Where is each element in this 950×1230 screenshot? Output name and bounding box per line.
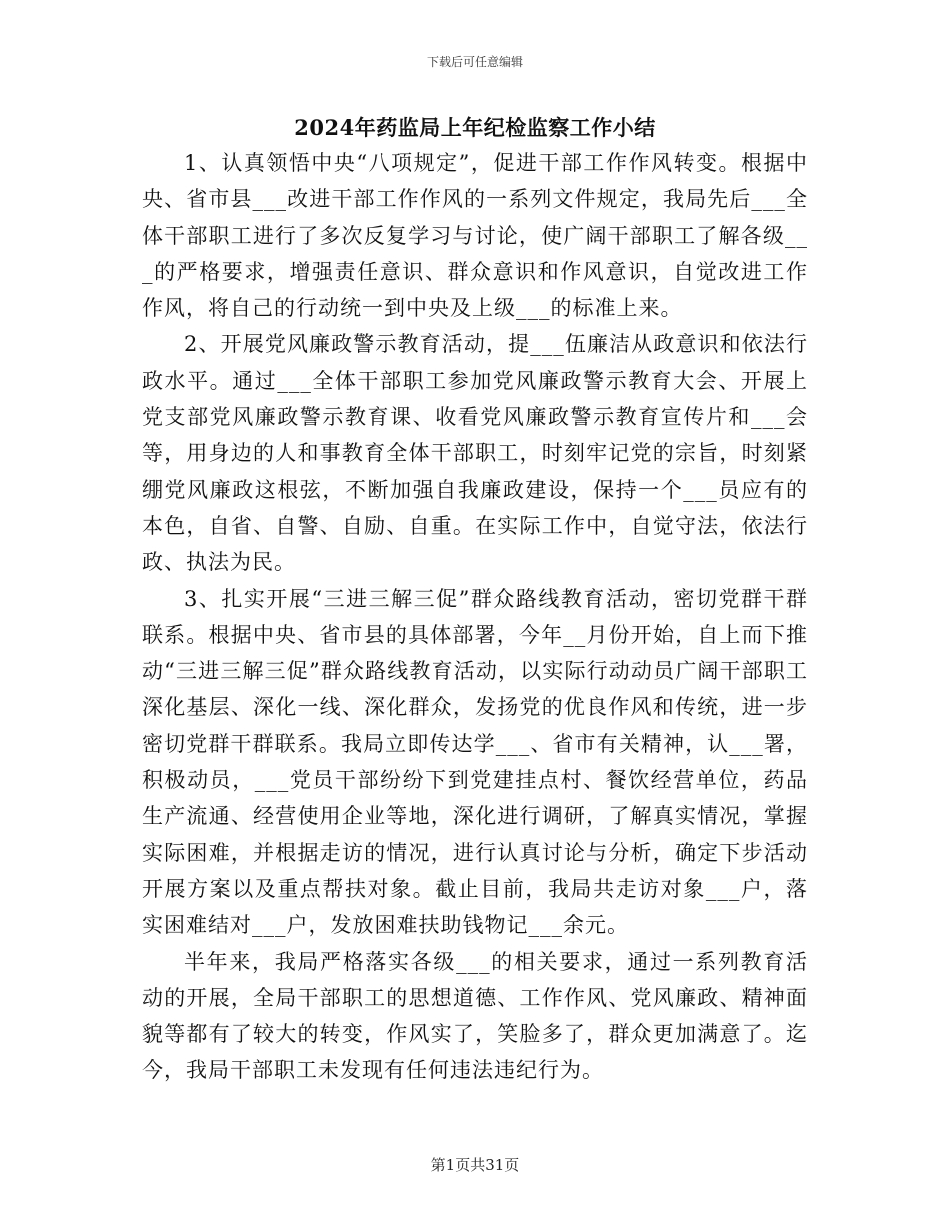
document-body: [142, 145, 808, 1089]
page-number-footer: 第1页共31页: [430, 1156, 520, 1174]
header-note: 下载后可任意编辑: [426, 55, 523, 69]
paragraph-4: 半年来，我局严格落实各级___的相关要求，通过一系列教育活动的开展，全局干部职工的思想道德、工作作风、党风廉政、精神面貌等都有了较大的转变，作风实了，笑脸多了，群众更加满意了。迄今，我局干部职工未发现有任何违法违纪行为。: [142, 949, 808, 1083]
paragraph-3: 3、扎实开展“三进三解三促”群众路线教育活动，密切党群干群联系。根据中央、省市县的具体部署，今年__月份开始，自上而下推动“三进三解三促”群众路线教育活动，以实际行动动员广阔干部职工深化基层、深化一线、深化群众，发扬党的优良作风和传统，进一步密切党群干群联系。我局立即传达学___、省市有关精神，认___署，积极动员，___党员干部纷纷下到党建挂点村、餐饮经营单位，药品生产流通、经营使用企业等地，深化进行调研，了解真实情况，掌握实际困难，并根据走访的情况，进行认真讨论与分析，确定下步活动开展方案以及重点帮扶对象。截止目前，我局共走访对象___户，落实困难结对___户，发放困难扶助钱物记___余元。: [142, 586, 808, 938]
document-title: 2024年药监局上年纪检监察工作小结: [294, 115, 656, 140]
paragraph-2: 2、开展党风廉政警示教育活动，提___伍廉洁从政意识和依法行政水平。通过___全体干部职工参加党风廉政警示教育大会、开展上党支部党风廉政警示教育课、收看党风廉政警示教育宣传片和___会等，用身边的人和事教育全体干部职工，时刻牢记党的宗旨，时刻紧绷党风廉政这根弦，不断加强自我廉政建设，保持一个___员应有的本色，自省、自警、自励、自重。在实际工作中，自觉守法，依法行政、执法为民。: [142, 332, 808, 575]
paragraph-1: 1、认真领悟中央“八项规定”，促进干部工作作风转变。根据中央、省市县___改进干部工作作风的一系列文件规定，我局先后___全体干部职工进行了多次反复学习与讨论，使广阔干部职工了解各级___的严格要求，增强责任意识、群众意识和作风意识，自觉改进工作作风，将自己的行动统一到中央及上级___的标准上来。: [142, 151, 808, 321]
